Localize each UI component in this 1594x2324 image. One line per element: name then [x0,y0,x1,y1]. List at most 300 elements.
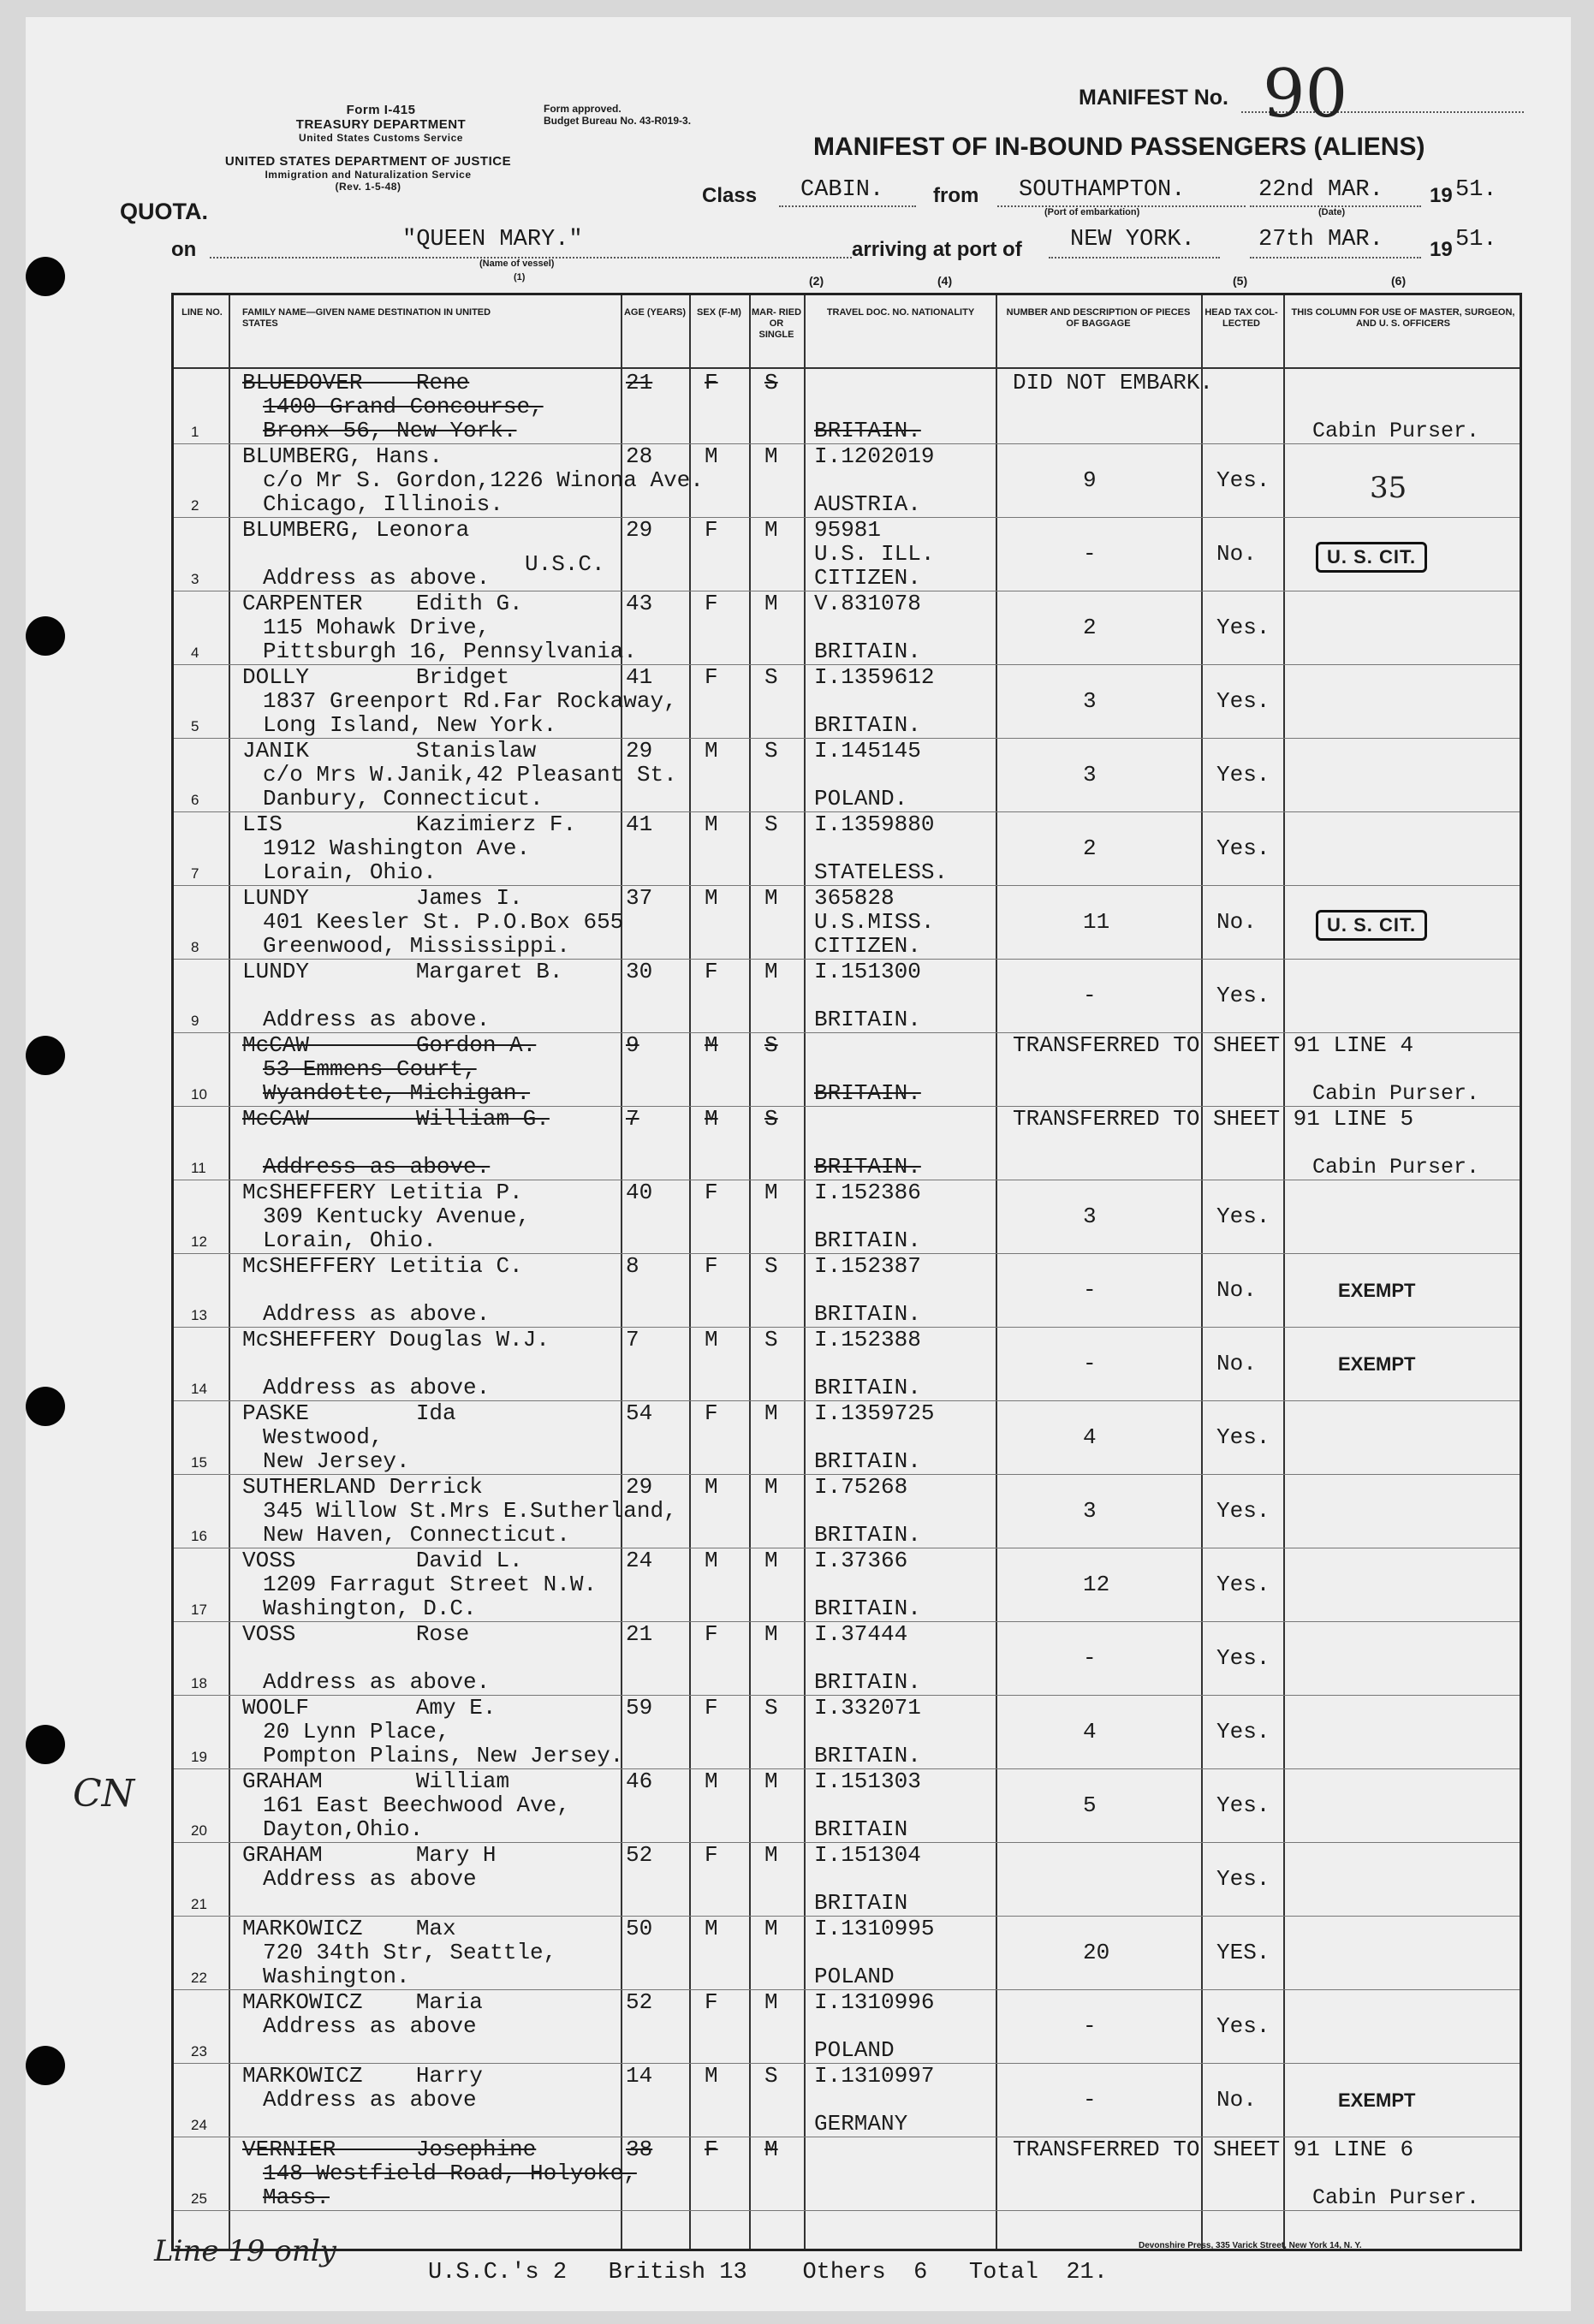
passenger-age: 29 [626,517,653,543]
passenger-address: Address as above [263,2013,477,2039]
nationality: BRITAIN. [814,1007,921,1032]
manifest-title: MANIFEST OF IN-BOUND PASSENGERS (ALIENS) [813,133,1425,161]
passenger-city: Pompton Plains, New Jersey. [263,1743,624,1768]
nationality: BRITAIN. [814,1375,921,1400]
marital-status: S [764,370,778,395]
baggage-count: 2 [1083,615,1097,640]
passenger-address: 401 Keesler St. P.O.Box 655 [263,909,624,935]
vessel-caption: (Name of vessel) [479,259,555,269]
travel-doc-no: I.151304 [814,1842,921,1868]
marital-status: M [764,591,778,616]
passenger-address: c/o Mr S. Gordon,1226 Winona Ave. [263,467,704,493]
embarkation-date: 22nd MAR. [1258,177,1383,203]
year-prefix-1: 19 [1430,184,1453,207]
passenger-city: Mass. [263,2184,330,2210]
nationality: BRITAIN. [814,1227,921,1253]
passenger-sex: F [705,1621,718,1647]
passenger-sex: F [705,959,718,984]
nationality: BRITAIN. [814,1596,921,1621]
baggage-count: - [1083,1277,1097,1303]
passenger-address: 1912 Washington Ave. [263,835,531,861]
passenger-age: 14 [626,2063,653,2089]
date-caption: (Date) [1318,207,1346,217]
travel-doc-extra: U.S. ILL. [814,541,935,567]
form-revision: (Rev. 1-5-48) [335,181,401,193]
nationality: BRITAIN. [814,1669,921,1695]
passenger-sex: M [705,1474,718,1500]
passenger-sex: F [705,1253,718,1279]
purser-remark: Cabin Purser. [1312,1081,1480,1106]
passenger-sex: M [705,1768,718,1794]
table-row [174,1475,1520,1548]
table-row [174,1254,1520,1328]
passenger-address: 720 34th Str, Seattle, [263,1940,557,1965]
customs-service: United States Customs Service [299,132,463,144]
transfer-remark: TRANSFERRED TO SHEET 91 LINE 6 [1013,2137,1414,2162]
marital-status: S [764,1106,778,1132]
head-tax: No. [1216,1277,1257,1303]
line-number: 22 [191,1970,207,1986]
marital-status: M [764,959,778,984]
vessel-name: "QUEEN MARY." [402,227,583,253]
baggage-count: - [1083,1351,1097,1376]
head-tax: Yes. [1216,1204,1270,1229]
passenger-age: 8 [626,1253,639,1279]
baggage-count: 2 [1083,835,1097,861]
table-row [174,812,1520,886]
line-number: 1 [191,424,199,440]
col-line-no: LINE NO. [181,307,223,318]
nationality: CITIZEN. [814,565,921,591]
table-row [174,1622,1520,1696]
line-number: 6 [191,792,199,808]
passenger-name: GRAHAM William [242,1768,510,1794]
travel-doc-no: I.37366 [814,1548,908,1573]
head-tax: No. [1216,541,1257,567]
nationality: BRITAIN [814,1816,908,1842]
head-tax: Yes. [1216,1572,1270,1597]
immigration-service: Immigration and Naturalization Service [265,169,472,181]
table-row [174,1696,1520,1769]
head-tax: Yes. [1216,2013,1270,2039]
passenger-sex: M [705,1327,718,1352]
justice-header [163,154,574,193]
passenger-age: 43 [626,591,653,616]
table-row [174,1769,1520,1843]
passenger-city: Lorain, Ohio. [263,1227,437,1253]
table-row [174,2064,1520,2137]
line-number: 5 [191,718,199,734]
passenger-city: Danbury, Connecticut. [263,786,544,811]
col-num-2: (2) [809,274,824,288]
baggage-count: 20 [1083,1940,1110,1965]
marital-status: M [764,1989,778,2015]
nationality: CITIZEN. [814,933,921,959]
passenger-age: 7 [626,1327,639,1352]
passenger-age: 41 [626,664,653,690]
us-citizen-stamp: U. S. CIT. [1316,910,1427,941]
exempt-remark: EXEMPT [1338,2089,1416,2111]
arrival-date: 27th MAR. [1258,227,1383,253]
marital-status: S [764,2063,778,2089]
passenger-city: Address as above. [263,565,491,591]
passenger-city: Washington, D.C. [263,1596,477,1621]
exempt-remark: EXEMPT [1338,1280,1416,1301]
travel-doc-no: I.1310997 [814,2063,935,2089]
passenger-address: 53 Emmens Court, [263,1056,477,1082]
passenger-name: WOOLF Amy E. [242,1695,497,1721]
hole-icon [26,616,65,656]
table-row [174,739,1520,812]
line-number: 19 [191,1749,207,1765]
passenger-city: Washington. [263,1964,410,1989]
travel-doc-no: I.152386 [814,1180,921,1205]
embarkation-year: 51. [1455,177,1497,203]
col-num-6: (6) [1391,274,1407,288]
head-tax: Yes. [1216,835,1270,861]
col-num-5: (5) [1233,274,1248,288]
nationality: POLAND. [814,786,908,811]
col-baggage: NUMBER AND DESCRIPTION OF PIECES OF BAGGAGE [1006,307,1191,329]
line-number: 21 [191,1896,207,1912]
passenger-sex: M [705,885,718,911]
form-number: Form I-415 [346,103,416,117]
passenger-address: 1400 Grand Concourse, [263,394,544,419]
baggage-count: 9 [1083,467,1097,493]
head-tax: Yes. [1216,688,1270,714]
marital-status: M [764,1621,778,1647]
nationality: BRITAIN. [814,1080,921,1106]
passenger-city: Long Island, New York. [263,712,557,738]
baggage-count: 5 [1083,1792,1097,1818]
passenger-age: 29 [626,738,653,764]
travel-doc-no: I.152388 [814,1327,921,1352]
passenger-city: Lorain, Ohio. [263,859,437,885]
baggage-count: 3 [1083,762,1097,788]
baggage-count: - [1083,1645,1097,1671]
line-number: 25 [191,2190,207,2207]
marital-status: S [764,738,778,764]
year-prefix-2: 19 [1430,238,1453,261]
passenger-age: 37 [626,885,653,911]
line-number: 3 [191,571,199,587]
passenger-age: 40 [626,1180,653,1205]
passenger-address: Westwood, [263,1424,384,1450]
travel-doc-no: I.151303 [814,1768,921,1794]
arrival-year: 51. [1455,227,1497,253]
passenger-name: McCAW William G. [242,1106,550,1132]
nationality: BRITAIN. [814,1448,921,1474]
line-number: 9 [191,1013,199,1029]
passenger-table [171,293,1522,2251]
passenger-name: SUTHERLAND Derrick [242,1474,483,1500]
transfer-remark: DID NOT EMBARK. [1013,370,1214,395]
passenger-name: BLUMBERG, Leonora [242,517,470,543]
transfer-remark: TRANSFERRED TO SHEET 91 LINE 5 [1013,1106,1414,1132]
passenger-age: 54 [626,1400,653,1426]
table-row [174,1328,1520,1401]
table-row [174,1917,1520,1990]
line-number: 17 [191,1602,207,1618]
col-officers: THIS COLUMN FOR USE OF MASTER, SURGEON, AND U. S. OFFICERS [1291,307,1515,329]
treasury-department: TREASURY DEPARTMENT [295,117,467,132]
col-age: AGE (YEARS) [623,307,687,318]
line-number: 15 [191,1454,207,1471]
embarkation-port: SOUTHAMPTON. [1019,177,1186,203]
head-tax: Yes. [1216,1792,1270,1818]
passenger-city: Wyandotte, Michigan. [263,1080,531,1106]
port-caption: (Port of embarkation) [1044,207,1140,217]
passenger-address: 1209 Farragut Street N.W. [263,1572,598,1597]
travel-doc-no: I.152387 [814,1253,921,1279]
passenger-address: 115 Mohawk Drive, [263,615,491,640]
table-row [174,960,1520,1033]
passenger-sex: F [705,1400,718,1426]
col-married: MAR- RIED OR SINGLE [751,307,802,340]
line-number: 10 [191,1086,207,1103]
passenger-city: New Haven, Connecticut. [263,1522,570,1548]
quota-label: QUOTA. [120,199,208,224]
purser-remark: Cabin Purser. [1312,419,1480,443]
passenger-city: Bronx 56, New York. [263,418,517,443]
passenger-sex: M [705,1106,718,1132]
purser-remark: Cabin Purser. [1312,1155,1480,1180]
nationality: BRITAIN. [814,639,921,664]
marital-status: S [764,664,778,690]
passenger-sex: F [705,517,718,543]
passenger-sex: M [705,1916,718,1941]
passenger-name: GRAHAM Mary H [242,1842,497,1868]
head-tax: Yes. [1216,1719,1270,1744]
nationality: BRITAIN. [814,1743,921,1768]
baggage-count: - [1083,541,1097,567]
transfer-remark: TRANSFERRED TO SHEET 91 LINE 4 [1013,1032,1414,1058]
passenger-name: MARKOWICZ Max [242,1916,456,1941]
line-number: 20 [191,1822,207,1839]
passenger-age: 24 [626,1548,653,1573]
nationality: POLAND [814,1964,895,1989]
passenger-sex: M [705,1032,718,1058]
nationality: BRITAIN. [814,1154,921,1180]
travel-doc-no: I.1359612 [814,664,935,690]
travel-doc-no: I.1359725 [814,1400,935,1426]
line-number: 11 [191,1160,206,1176]
travel-doc-no: I.1359880 [814,811,935,837]
table-row [174,444,1520,518]
travel-doc-no: I.332071 [814,1695,921,1721]
travel-doc-no: I.1310996 [814,1989,935,2015]
baggage-count: 4 [1083,1719,1097,1744]
col-sex: SEX (F-M) [697,307,741,318]
baggage-count: - [1083,2087,1097,2113]
line-number: 4 [191,645,199,661]
passenger-address: 148 Westfield Road, Holyoke, [263,2161,637,2186]
line-number: 8 [191,939,199,955]
passenger-name: MARKOWICZ Harry [242,2063,483,2089]
passenger-city: New Jersey. [263,1448,410,1474]
passenger-name: DOLLY Bridget [242,664,510,690]
passenger-address: 345 Willow St.Mrs E.Sutherland, [263,1498,677,1524]
vessel-column-num: (1) [514,272,526,282]
passenger-name: CARPENTER Edith G. [242,591,523,616]
nationality: POLAND [814,2037,895,2063]
line-number: 7 [191,865,199,882]
marital-status: S [764,1032,778,1058]
page-stamp-number: 35 [1370,471,1407,505]
marital-status: S [764,1253,778,1279]
passenger-age: 50 [626,1916,653,1941]
cn-mark: CN [73,1772,135,1816]
form-approved: Form approved. [544,103,622,115]
passenger-sex: M [705,1548,718,1573]
passenger-address: 20 Lynn Place, [263,1719,450,1744]
passenger-age: 7 [626,1106,639,1132]
col-name: FAMILY NAME—GIVEN NAME DESTINATION IN UNITED STATES [242,307,491,329]
table-row [174,1180,1520,1254]
baggage-count: - [1083,983,1097,1008]
head-tax: Yes. [1216,1498,1270,1524]
table-row [174,1033,1520,1107]
marital-status: M [764,1548,778,1573]
hole-icon [26,257,65,296]
marital-status: S [764,811,778,837]
passenger-name: VOSS Rose [242,1621,470,1647]
passenger-address: Address as above [263,2087,477,2113]
line-number: 18 [191,1675,207,1691]
travel-doc-no: 365828 [814,885,895,911]
passenger-sex: F [705,664,718,690]
travel-doc-no: I.1310995 [814,1916,935,1941]
passenger-age: 52 [626,1989,653,2015]
form-approval [544,103,691,127]
passenger-age: 52 [626,1842,653,1868]
table-row [174,665,1520,739]
us-citizen-stamp: U. S. CIT. [1316,542,1427,573]
marital-status: M [764,1400,778,1426]
head-tax: Yes. [1216,983,1270,1008]
footer-totals: U.S.C.'s 2 British 13 Others 6 Total 21. [428,2260,1108,2285]
passenger-name: LUNDY Margaret B. [242,959,563,984]
passenger-age: 30 [626,959,653,984]
passenger-age: 41 [626,811,653,837]
passenger-sex: F [705,1695,718,1721]
baggage-count: 12 [1083,1572,1110,1597]
travel-doc-no: I.145145 [814,738,921,764]
exempt-remark: EXEMPT [1338,1353,1416,1375]
passenger-sex: F [705,370,718,395]
passenger-city: Address as above. [263,1375,491,1400]
passenger-sex: F [705,591,718,616]
head-tax: No. [1216,909,1257,935]
hole-icon [26,2046,65,2085]
marital-status: M [764,2137,778,2162]
baggage-count: 3 [1083,688,1097,714]
marital-status: M [764,1474,778,1500]
hole-icon [26,1036,65,1075]
travel-doc-no: I.75268 [814,1474,908,1500]
passenger-city: Greenwood, Mississippi. [263,933,570,959]
travel-doc-no: I.151300 [814,959,921,984]
head-tax: YES. [1216,1940,1270,1965]
passenger-age: 9 [626,1032,639,1058]
marital-status: M [764,443,778,469]
manifest-no-label: MANIFEST No. [1079,86,1228,110]
marital-status: M [764,1768,778,1794]
passenger-age: 38 [626,2137,653,2162]
passenger-city: Address as above. [263,1301,491,1327]
marital-status: M [764,1180,778,1205]
table-row [174,1548,1520,1622]
col-head-tax: HEAD TAX COL- LECTED [1204,307,1278,329]
travel-doc-no: 95981 [814,517,882,543]
passenger-name: VOSS David L. [242,1548,523,1573]
hole-icon [26,1387,65,1426]
line-number: 16 [191,1528,207,1544]
passenger-address: Address as above [263,1866,477,1892]
marital-status: M [764,1842,778,1868]
passenger-name: BLUEDOVER Rene [242,370,470,395]
nationality: BRITAIN. [814,712,921,738]
passenger-name: MARKOWICZ Maria [242,1989,483,2015]
press-imprint: Devonshire Press, 335 Varick Street, New York 14, N. Y. [1139,2241,1362,2250]
passenger-age: 28 [626,443,653,469]
passenger-sex: F [705,1842,718,1868]
baggage-count: 4 [1083,1424,1097,1450]
from-label: from [933,184,979,207]
passenger-sex: F [705,2137,718,2162]
passenger-sex: M [705,2063,718,2089]
line-number: 24 [191,2117,207,2133]
passenger-address: 1837 Greenport Rd.Far Rockaway, [263,688,677,714]
line-number: 23 [191,2043,207,2060]
class-label: Class [702,184,758,207]
passenger-sex: M [705,811,718,837]
marital-status: M [764,517,778,543]
passenger-sex: F [705,1180,718,1205]
head-tax: Yes. [1216,1424,1270,1450]
passenger-age: 21 [626,370,653,395]
marital-status: S [764,1695,778,1721]
passenger-city: Address as above. [263,1669,491,1695]
table-row [174,371,1520,444]
passenger-name: McCAW Gordon A. [242,1032,537,1058]
passenger-name: LIS Kazimierz F. [242,811,577,837]
arriving-label: arriving at port of [852,238,1022,261]
nationality: AUSTRIA. [814,491,921,517]
passenger-address: 161 East Beechwood Ave, [263,1792,570,1818]
passenger-name: LUNDY James I. [242,885,523,911]
table-row [174,1107,1520,1180]
manifest-page [26,17,1571,2311]
passenger-address: c/o Mrs W.Janik,42 Pleasant St. [263,762,677,788]
table-row [174,518,1520,591]
passenger-city: Pittsburgh 16, Pennsylvania. [263,639,637,664]
class-value: CABIN. [800,177,884,203]
passenger-sex: M [705,443,718,469]
head-tax: Yes. [1216,467,1270,493]
head-tax: Yes. [1216,1866,1270,1892]
passenger-name: McSHEFFERY Letitia C. [242,1253,523,1279]
passenger-name: McSHEFFERY Letitia P. [242,1180,523,1205]
manifest-number: 90 [1263,56,1348,133]
passenger-name: BLUMBERG, Hans. [242,443,443,469]
table-row [174,1990,1520,2064]
baggage-count: 3 [1083,1498,1097,1524]
table-row [174,886,1520,960]
line19-note: Line 19 only [154,2234,336,2268]
table-row [174,591,1520,665]
passenger-sex: F [705,1989,718,2015]
